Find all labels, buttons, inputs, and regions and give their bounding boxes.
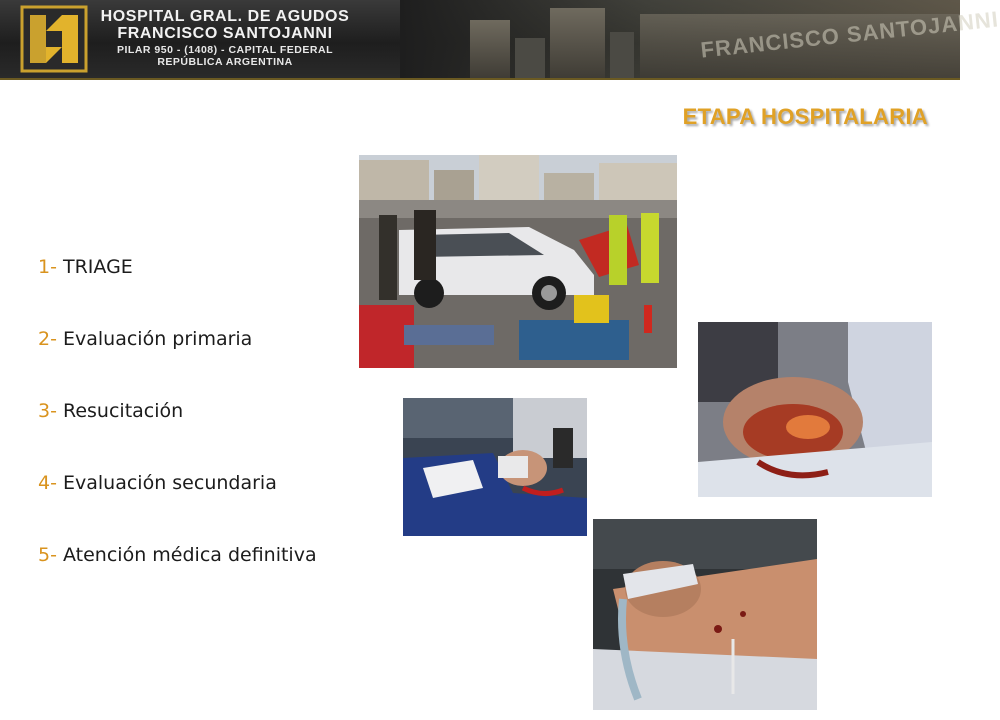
list-item: 4- Evaluación secundaria bbox=[38, 472, 277, 494]
list-item: 3- Resucitación bbox=[38, 400, 184, 422]
hospital-address bbox=[100, 44, 350, 68]
hospital-logo-icon bbox=[20, 5, 88, 73]
steps-list bbox=[38, 256, 317, 616]
hospital-address-line1: PILAR 950 - (1408) - CAPITAL FEDERAL bbox=[117, 44, 333, 56]
wound-closeup-photo bbox=[698, 322, 932, 497]
intubated-patient-photo bbox=[593, 519, 817, 710]
hospital-name bbox=[100, 8, 350, 42]
slide-title: ETAPA HOSPITALARIA bbox=[682, 104, 928, 129]
list-item: 5- Atención médica definitiva bbox=[38, 544, 317, 566]
immobilized-patient-photo bbox=[403, 398, 587, 536]
building-sign-text: FRANCISCO SANTOJANNI bbox=[699, 6, 1000, 63]
hospital-name-line1: HOSPITAL GRAL. DE AGUDOS bbox=[100, 8, 350, 25]
hospital-address-line2: REPÚBLICA ARGENTINA bbox=[157, 56, 293, 68]
accident-scene-photo bbox=[359, 155, 677, 368]
list-item: 1- TRIAGE bbox=[38, 256, 133, 278]
list-item: 2- Evaluación primaria bbox=[38, 328, 253, 350]
hospital-name-line2: FRANCISCO SANTOJANNI bbox=[117, 25, 333, 42]
hospital-header-banner bbox=[0, 0, 1000, 80]
